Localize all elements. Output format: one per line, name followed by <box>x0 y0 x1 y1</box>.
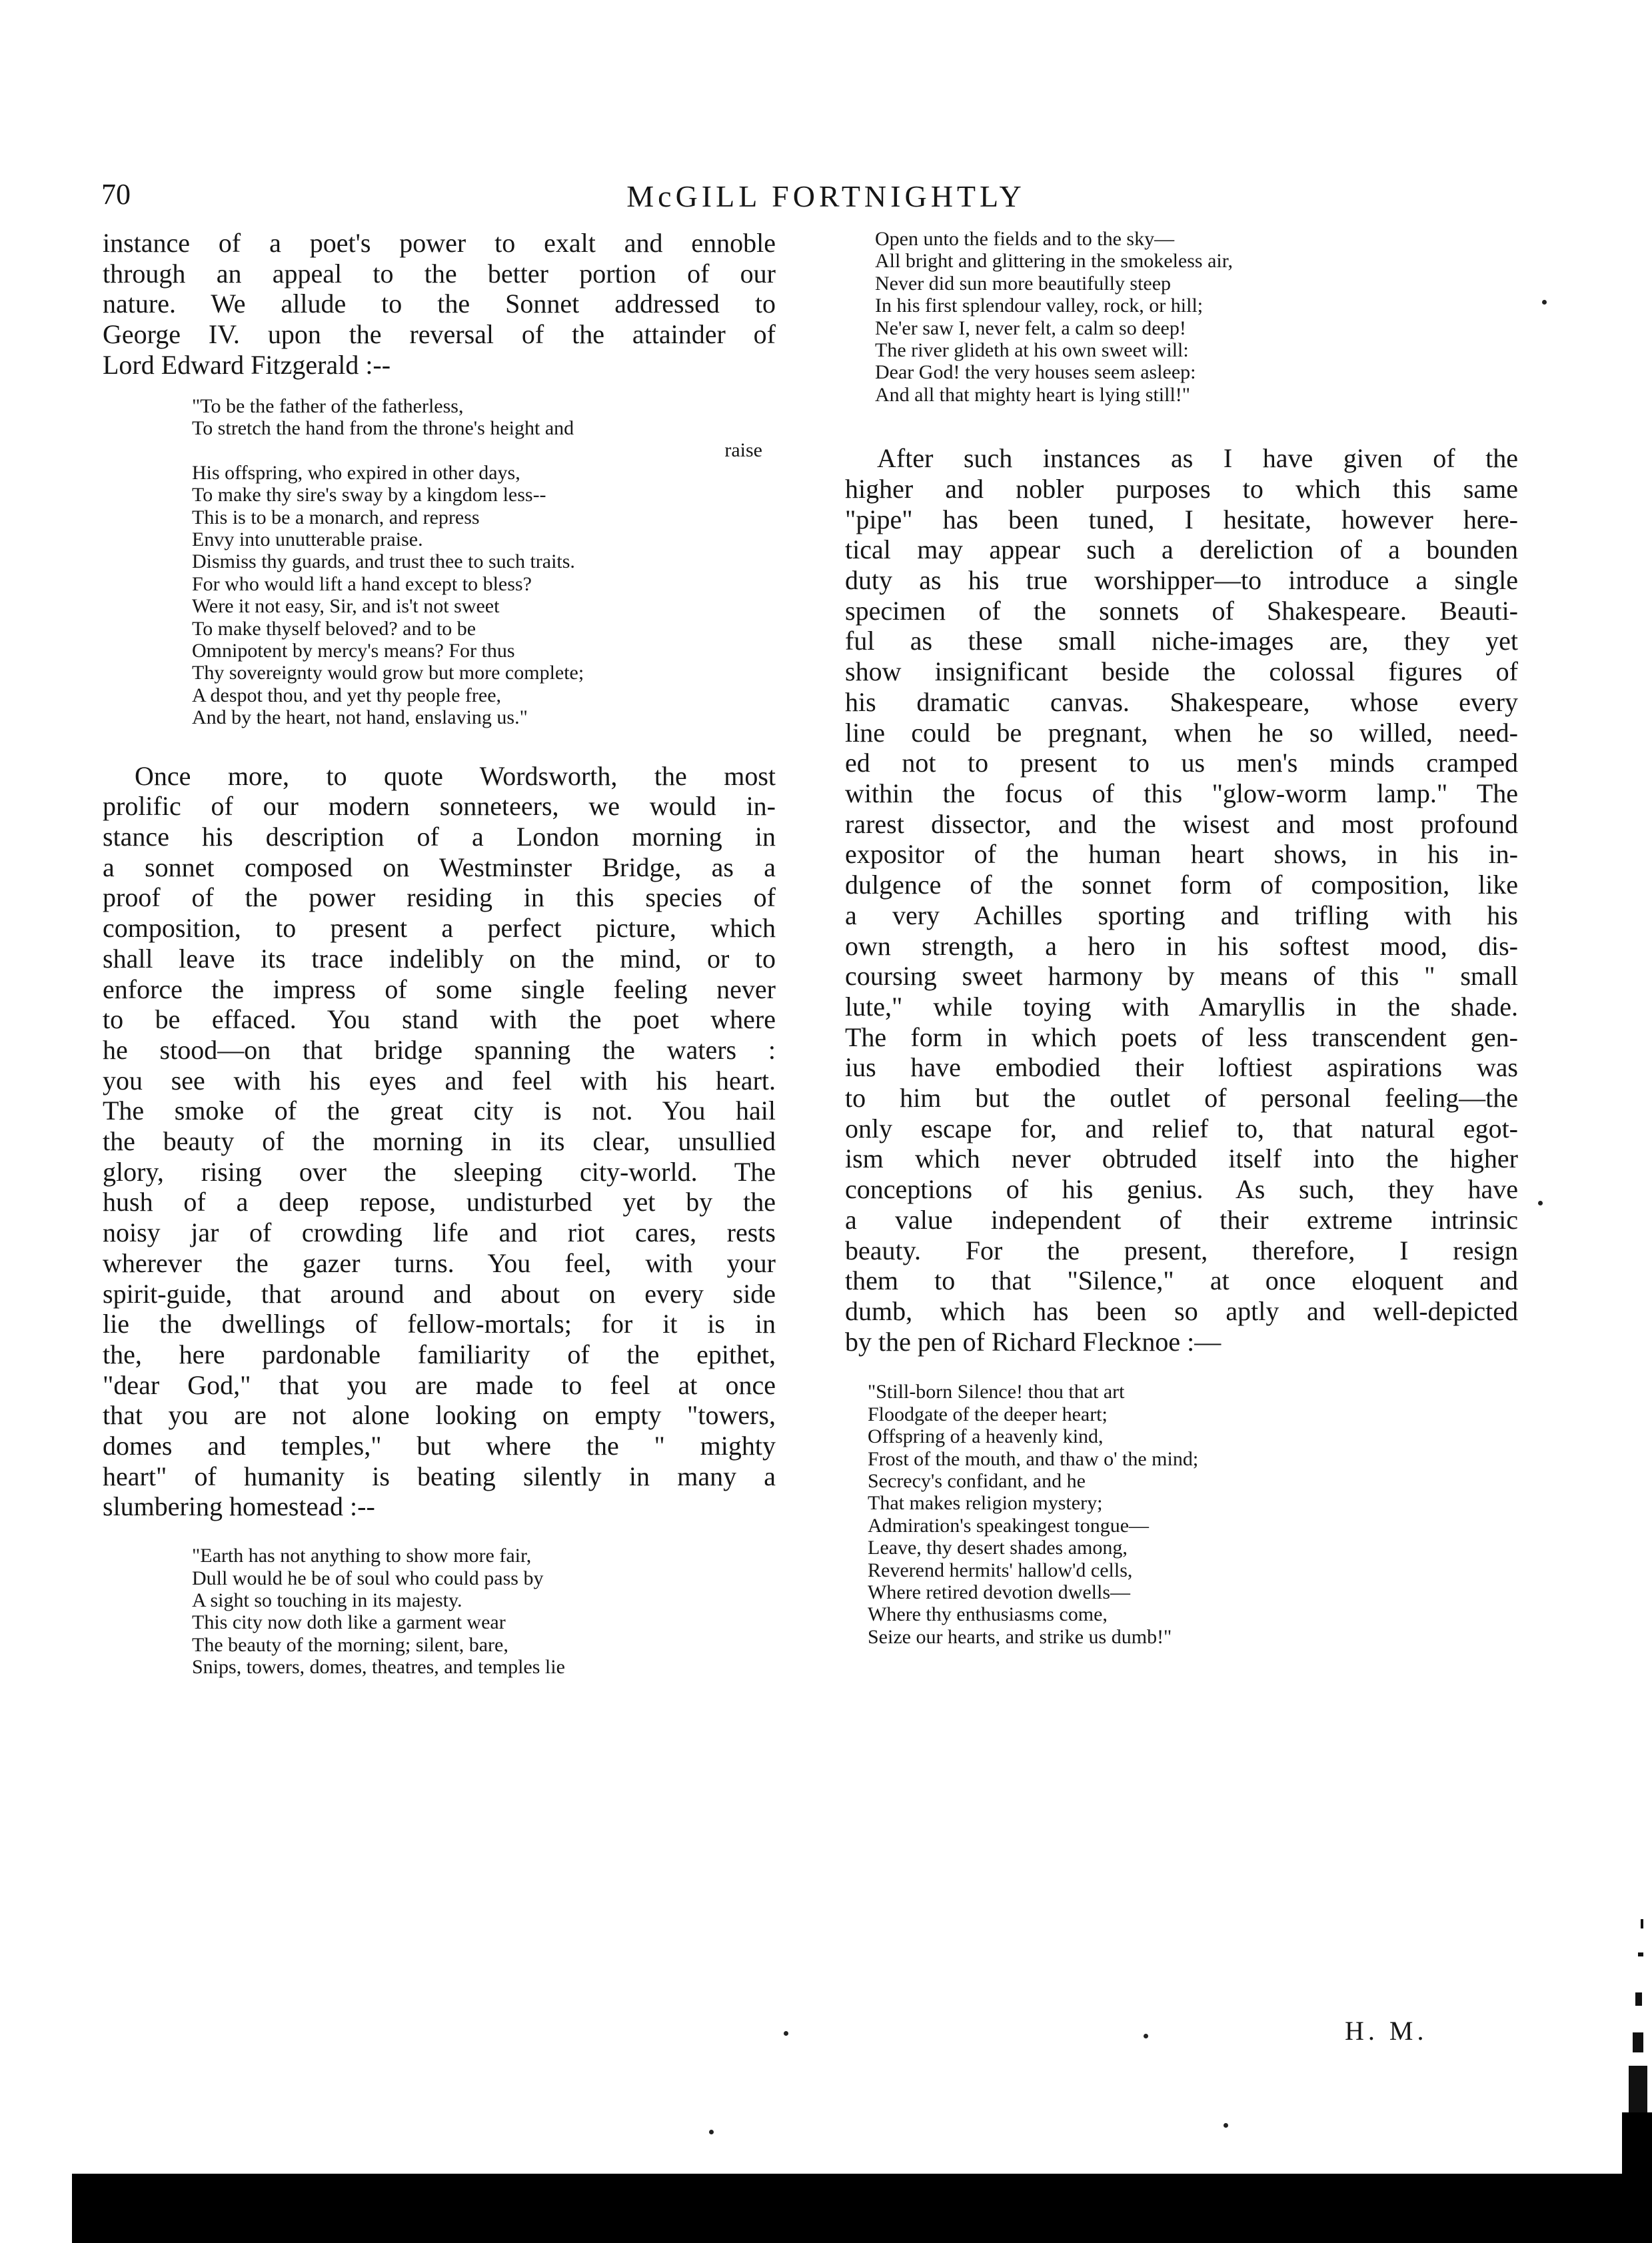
text-line: noisy jar of crowding life and riot cares, rests <box>103 1217 776 1248</box>
text-line: The smoke of the great city is not. You hail <box>103 1096 776 1126</box>
verse-line: This city now doth like a garment wear <box>192 1611 506 1634</box>
scan-speck <box>1224 2123 1228 2128</box>
verse-line: Floodgate of the deeper heart; <box>868 1403 1108 1425</box>
text-line: instance of a poet's power to exalt and ennoble <box>103 228 776 258</box>
verse-line: The river glideth at his own sweet will: <box>875 339 1189 362</box>
shakespeare-paragraph <box>845 443 1518 1357</box>
text-line: spirit-guide, that around and about on every side <box>103 1278 776 1309</box>
scan-speck <box>1538 1201 1543 1205</box>
scan-speck <box>1542 300 1547 305</box>
text-line: The form in which poets of less transcendent gen- <box>845 1022 1518 1052</box>
text-line: higher and nobler purposes to which this same <box>845 473 1518 504</box>
text-line: shall leave its trace indelibly on the mind, or to <box>103 943 776 974</box>
text-line: prolific of our modern sonneteers, we would in- <box>103 791 776 822</box>
text-line: ius have embodied their loftiest aspirations was <box>845 1052 1518 1083</box>
text-line: only escape for, and relief to, that natural egot- <box>845 1113 1518 1143</box>
text-line: wherever the gazer turns. You feel, with your <box>103 1247 776 1278</box>
verse-line: Frost of the mouth, and thaw o' the mind; <box>868 1447 1199 1470</box>
text-line: glory, rising over the sleeping city-world. The <box>103 1156 776 1187</box>
text-line: to him but the outlet of personal feeling—the <box>845 1083 1518 1114</box>
westminster-sonnet-continued <box>875 228 1518 406</box>
verse-line: To make thy sire's sway by a kingdom less-- <box>192 484 546 506</box>
verse-line: Reverend hermits' hallow'd cells, <box>868 1559 1133 1581</box>
text-line: line could be pregnant, when he so willed, need- <box>845 717 1518 748</box>
verse-line: Ne'er saw I, never felt, a calm so deep! <box>875 317 1186 339</box>
text-line: you see with his eyes and feel with his heart. <box>103 1065 776 1096</box>
text-line: George IV. upon the reversal of the attainder of <box>103 319 776 350</box>
fitzgerald-sonnet <box>192 395 776 729</box>
wordsworth-paragraph <box>103 761 776 1523</box>
author-signature: H. M. <box>1345 2016 1428 2046</box>
verse-line: "Still-born Silence! thou that art <box>868 1381 1125 1403</box>
scan-speck <box>1144 2034 1148 2038</box>
text-line: his dramatic canvas. Shakespeare, whose every <box>845 686 1518 717</box>
verse-line: And all that mighty heart is lying still!" <box>875 383 1191 406</box>
verse-line: Snips, towers, domes, theatres, and temples lie <box>192 1656 565 1679</box>
text-line: a value independent of their extreme intrinsic <box>845 1204 1518 1235</box>
text-line: "pipe" has been tuned, I hesitate, however here- <box>845 504 1518 534</box>
verse-line: To make thyself beloved? and to be <box>192 617 476 640</box>
text-line: expositor of the human heart shows, in his in- <box>845 839 1518 870</box>
verse-line: Where thy enthusiasms come, <box>868 1603 1108 1626</box>
text-line: ism which never obtruded itself into the higher <box>845 1143 1518 1174</box>
verse-line: A sight so touching in its majesty. <box>192 1589 462 1611</box>
right-column <box>845 228 1518 1648</box>
verse-line: Leave, thy desert shades among, <box>868 1537 1128 1559</box>
text-line: the, here pardonable familiarity of the epithet, <box>103 1339 776 1369</box>
text-line: a very Achilles sporting and trifling with his <box>845 900 1518 930</box>
verse-line: And by the heart, not hand, enslaving us." <box>192 706 528 729</box>
left-column <box>103 228 776 1679</box>
flecknoe-poem <box>868 1381 1518 1648</box>
text-line: duty as his true worshipper—to introduce a single <box>845 565 1518 596</box>
text-line: conceptions of his genius. As such, they have <box>845 1174 1518 1205</box>
intro-paragraph <box>103 228 776 380</box>
verse-line: All bright and glittering in the smokeless air, <box>875 250 1234 273</box>
scan-speck <box>709 2130 714 2134</box>
verse-line: raise <box>724 439 762 462</box>
verse-line: Offspring of a heavenly kind, <box>868 1425 1104 1448</box>
text-line: stance his description of a London morning in <box>103 822 776 852</box>
text-line: Lord Edward Fitzgerald :-- <box>103 349 391 380</box>
text-line: by the pen of Richard Flecknoe :— <box>845 1326 1222 1357</box>
scan-edge-noise <box>1606 1912 1652 2174</box>
text-line: that you are not alone looking on empty "towers, <box>103 1400 776 1431</box>
verse-line: "To be the father of the fatherless, <box>192 394 464 417</box>
verse-line: "Earth has not anything to show more fair, <box>192 1545 532 1567</box>
verse-line: The beauty of the morning; silent, bare, <box>192 1633 508 1656</box>
verse-line: Secrecy's confidant, and he <box>868 1469 1086 1492</box>
verse-line: His offspring, who expired in other days, <box>192 461 520 484</box>
text-line: nature. We allude to the Sonnet addressed to <box>103 289 776 319</box>
text-line: to be effaced. You stand with the poet where <box>103 1004 776 1035</box>
verse-line: To stretch the hand from the throne's height and <box>192 416 574 439</box>
text-line: ed not to present to us men's minds cramped <box>845 748 1518 778</box>
text-line: heart" of humanity is beating silently in many a <box>103 1461 776 1491</box>
text-line: tical may appear such a dereliction of a bounden <box>845 534 1518 565</box>
verse-line: Open unto the fields and to the sky— <box>875 228 1175 250</box>
verse-line: Omnipotent by mercy's means? For thus <box>192 639 515 662</box>
text-line: domes and temples," but where the " mighty <box>103 1431 776 1461</box>
text-line: beauty. For the present, therefore, I resign <box>845 1235 1518 1265</box>
text-line: slumbering homestead :-- <box>103 1491 375 1522</box>
verse-line: Were it not easy, Sir, and is't not sweet <box>192 595 500 618</box>
verse-line: Never did sun more beautifully steep <box>875 272 1172 295</box>
text-line: them to that "Silence," at once eloquent and <box>845 1265 1518 1296</box>
text-line: dumb, which has been so aptly and well-depicted <box>845 1295 1518 1326</box>
scan-speck <box>784 2031 788 2036</box>
text-line: "dear God," that you are made to feel at once <box>103 1369 776 1400</box>
verse-line: Seize our hearts, and strike us dumb!" <box>868 1625 1172 1648</box>
text-line: a sonnet composed on Westminster Bridge, as a <box>103 852 776 882</box>
page-number: 70 <box>101 178 131 211</box>
text-line: lute," while toying with Amaryllis in the shade. <box>845 991 1518 1022</box>
verse-line: A despot thou, and yet thy people free, <box>192 684 502 706</box>
text-line: proof of the power residing in this species of <box>103 882 776 913</box>
text-line: Once more, to quote Wordsworth, the most <box>135 760 776 791</box>
verse-line: In his first splendour valley, rock, or hill; <box>875 295 1204 317</box>
verse-line: Dear God! the very houses seem asleep: <box>875 361 1196 384</box>
verse-line: Envy into unutterable praise. <box>192 528 423 550</box>
text-line: coursing sweet harmony by means of this " small <box>845 961 1518 992</box>
text-line: hush of a deep repose, undisturbed yet by the <box>103 1187 776 1217</box>
verse-line: That makes religion mystery; <box>868 1492 1103 1515</box>
verse-line: For who would lift a hand except to bless? <box>192 572 532 595</box>
text-line: After such instances as I have given of the <box>877 443 1518 474</box>
verse-line: Dismiss thy guards, and trust thee to such traits. <box>192 550 575 573</box>
text-line: show insignificant beside the colossal figures of <box>845 656 1518 687</box>
text-line: through an appeal to the better portion of our <box>103 258 776 289</box>
verse-line: Thy sovereignty would grow but more complete; <box>192 662 584 684</box>
text-line: composition, to present a perfect picture, which <box>103 913 776 944</box>
verse-line: This is to be a monarch, and repress <box>192 506 480 528</box>
text-line: own strength, a hero in his softest mood, dis- <box>845 930 1518 961</box>
text-line: rarest dissector, and the wisest and most profound <box>845 808 1518 839</box>
text-line: lie the dwellings of fellow-mortals; for it is in <box>103 1309 776 1339</box>
text-line: the beauty of the morning in its clear, unsullied <box>103 1126 776 1157</box>
text-line: ful as these small niche-images are, they yet <box>845 626 1518 656</box>
running-title: McGILL FORTNIGHTLY <box>626 179 1026 213</box>
text-line: he stood—on that bridge spanning the waters : <box>103 1034 776 1065</box>
scan-bottom-band <box>72 2174 1652 2243</box>
text-line: dulgence of the sonnet form of composition, like <box>845 870 1518 900</box>
westminster-sonnet <box>192 1545 776 1678</box>
verse-line: Where retired devotion dwells— <box>868 1581 1131 1603</box>
verse-line: Dull would he be of soul who could pass by <box>192 1567 544 1589</box>
verse-line: Admiration's speakingest tongue— <box>868 1514 1150 1537</box>
text-line: within the focus of this "glow-worm lamp." The <box>845 778 1518 808</box>
text-line: specimen of the sonnets of Shakespeare. Beauti- <box>845 595 1518 626</box>
text-line: enforce the impress of some single feeling never <box>103 974 776 1004</box>
